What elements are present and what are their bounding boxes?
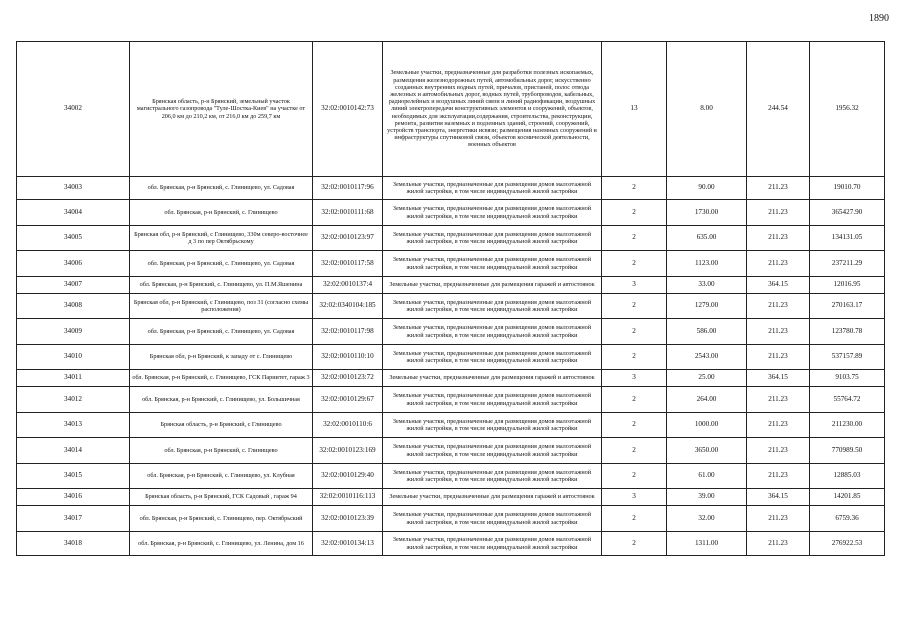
table-row	[17, 42, 885, 177]
area-cell: 2543.00	[667, 345, 747, 370]
record-number-cell: 34012	[17, 387, 130, 413]
permitted-use-cell: Земельные участки, предназначенные для размещения домов малоэтажной жилой застройки, в том числе индивидуальной жилой застройки	[383, 387, 602, 413]
use-group-cell: 13	[602, 42, 667, 177]
use-group-cell: 2	[602, 345, 667, 370]
cadastral-value-cell: 537157.89	[810, 345, 885, 370]
address-cell: Брянская область, р-н Брянский, земельный участок магистрального газопровода "Туле-Шостка-Киев" на участке от 206,0 км до 210,2 км, от 216,0 км до 259,7 км	[130, 42, 313, 177]
record-number-cell: 34007	[17, 277, 130, 294]
record-number-cell: 34017	[17, 506, 130, 532]
cadastral-value-cell: 365427.90	[810, 200, 885, 226]
permitted-use-cell: Земельные участки, предназначенные для разработки полезных ископаемых, размещения железнодорожных путей, автомобильных дорог, искусственно созданных внутренних водных путей, причалов, пристаней, полос отвода железных и автомобильных дорог, водных путей, трубопроводов, кабельных, радиорелейных и воздушных линий связи и линий радиофикации, воздушных линий электропередачи конструктивных элементов и сооружений, объектов, необходимых для эксплуатации,содержания, строительства, реконструкции, ремонта, развития наземных и подземных зданий, строений, сооружений, устройств транспорта, энергетики исвязи; размещения наземных сооружений и инфраструктуры спутниковой связи, объектов космической деятельности, военных объектов	[383, 42, 602, 177]
address-cell: обл. Брянская, р-н Брянский, с. Глинищево, ул. Клубная	[130, 464, 313, 489]
land-plot-register-table	[16, 41, 885, 556]
use-group-cell: 2	[602, 506, 667, 532]
cadastral-value-cell: 237211.29	[810, 251, 885, 277]
permitted-use-cell: Земельные участки, предназначенные для размещения домов малоэтажной жилой застройки, в том числе индивидуальной жилой застройки	[383, 200, 602, 226]
area-cell: 1279.00	[667, 294, 747, 319]
table-row	[17, 413, 885, 438]
use-group-cell: 3	[602, 489, 667, 506]
specific-value-cell: 211.23	[747, 226, 810, 251]
use-group-cell: 2	[602, 294, 667, 319]
cadastral-number-cell: 32:02:0340104:185	[313, 294, 383, 319]
cadastral-value-cell: 12885.03	[810, 464, 885, 489]
area-cell: 32.00	[667, 506, 747, 532]
cadastral-number-cell: 32:02:0010129:40	[313, 464, 383, 489]
use-group-cell: 2	[602, 251, 667, 277]
use-group-cell: 2	[602, 200, 667, 226]
table-body	[17, 42, 885, 556]
use-group-cell: 2	[602, 177, 667, 200]
cadastral-number-cell: 32:02:0010117:96	[313, 177, 383, 200]
cadastral-value-cell: 270163.17	[810, 294, 885, 319]
area-cell: 1000.00	[667, 413, 747, 438]
address-cell: обл. Брянская, р-н Брянский, с. Глинищево	[130, 438, 313, 464]
record-number-cell: 34008	[17, 294, 130, 319]
cadastral-value-cell: 134131.05	[810, 226, 885, 251]
cadastral-value-cell: 14201.85	[810, 489, 885, 506]
area-cell: 33.00	[667, 277, 747, 294]
specific-value-cell: 364.15	[747, 277, 810, 294]
specific-value-cell: 211.23	[747, 177, 810, 200]
address-cell: обл. Брянская, р-н Брянский, с. Глинищево, ГСК Париитет, гараж 3	[130, 370, 313, 387]
cadastral-number-cell: 32:02:0010123:39	[313, 506, 383, 532]
specific-value-cell: 211.23	[747, 294, 810, 319]
area-cell: 1311.00	[667, 532, 747, 556]
cadastral-value-cell: 6759.36	[810, 506, 885, 532]
use-group-cell: 2	[602, 387, 667, 413]
cadastral-number-cell: 32:02:0010110:10	[313, 345, 383, 370]
address-cell: Брянская область, р-н Брянский, с Глинищево	[130, 413, 313, 438]
address-cell: Брянская область, р-н Брянский, ГСК Садовый , гараж 94	[130, 489, 313, 506]
permitted-use-cell: Земельные участки, предназначенные для размещения домов малоэтажной жилой застройки, в том числе индивидуальной жилой застройки	[383, 226, 602, 251]
record-number-cell: 34014	[17, 438, 130, 464]
specific-value-cell: 211.23	[747, 387, 810, 413]
address-cell: обл. Брянская, р-н Брянский, с. Глинищево, ул. Садовая	[130, 251, 313, 277]
specific-value-cell: 211.23	[747, 251, 810, 277]
table-row	[17, 532, 885, 556]
record-number-cell: 34010	[17, 345, 130, 370]
use-group-cell: 3	[602, 277, 667, 294]
record-number-cell: 34016	[17, 489, 130, 506]
cadastral-value-cell: 276922.53	[810, 532, 885, 556]
use-group-cell: 2	[602, 413, 667, 438]
permitted-use-cell: Земельные участки, предназначенные для размещения домов малоэтажной жилой застройки, в том числе индивидуальной жилой застройки	[383, 251, 602, 277]
table-row	[17, 319, 885, 345]
area-cell: 61.00	[667, 464, 747, 489]
permitted-use-cell: Земельные участки, предназначенные для размещения домов малоэтажной жилой застройки, в том числе индивидуальной жилой застройки	[383, 413, 602, 438]
specific-value-cell: 211.23	[747, 506, 810, 532]
permitted-use-cell: Земельные участки, предназначенные для размещения домов малоэтажной жилой застройки, в том числе индивидуальной жилой застройки	[383, 319, 602, 345]
cadastral-number-cell: 32:02:0010117:58	[313, 251, 383, 277]
table-row	[17, 251, 885, 277]
permitted-use-cell: Земельные участки, предназначенные для размещения гаражей и автостоянок	[383, 277, 602, 294]
cadastral-number-cell: 32:02:0010123:97	[313, 226, 383, 251]
use-group-cell: 3	[602, 370, 667, 387]
use-group-cell: 2	[602, 532, 667, 556]
record-number-cell: 34006	[17, 251, 130, 277]
cadastral-number-cell: 32:02:0010116:113	[313, 489, 383, 506]
area-cell: 90.00	[667, 177, 747, 200]
cadastral-number-cell: 32:02:0010123:72	[313, 370, 383, 387]
permitted-use-cell: Земельные участки, предназначенные для размещения домов малоэтажной жилой застройки, в том числе индивидуальной жилой застройки	[383, 506, 602, 532]
area-cell: 1123.00	[667, 251, 747, 277]
address-cell: Брянская обл, р-н Брянский, с Глинищево, 330м северо-восточнее д 3 по пер Октябрьскому	[130, 226, 313, 251]
record-number-cell: 34009	[17, 319, 130, 345]
cadastral-value-cell: 1956.32	[810, 42, 885, 177]
area-cell: 635.00	[667, 226, 747, 251]
cadastral-value-cell: 12016.95	[810, 277, 885, 294]
specific-value-cell: 211.23	[747, 200, 810, 226]
cadastral-value-cell: 211230.00	[810, 413, 885, 438]
address-cell: обл. Брянская, р-н Брянский, с. Глинищево, пер. Октябрьский	[130, 506, 313, 532]
cadastral-number-cell: 32:02:0010123:169	[313, 438, 383, 464]
cadastral-number-cell: 32:02:0010111:68	[313, 200, 383, 226]
cadastral-value-cell: 770989.50	[810, 438, 885, 464]
area-cell: 39.00	[667, 489, 747, 506]
table-row	[17, 226, 885, 251]
specific-value-cell: 211.23	[747, 464, 810, 489]
table-row	[17, 370, 885, 387]
record-number-cell: 34003	[17, 177, 130, 200]
permitted-use-cell: Земельные участки, предназначенные для размещения домов малоэтажной жилой застройки, в том числе индивидуальной жилой застройки	[383, 345, 602, 370]
area-cell: 8.00	[667, 42, 747, 177]
table-row	[17, 345, 885, 370]
record-number-cell: 34004	[17, 200, 130, 226]
record-number-cell: 34002	[17, 42, 130, 177]
address-cell: обл. Брянская, р-н Брянский, с. Глинищево, ул. Садовая	[130, 319, 313, 345]
table-row	[17, 438, 885, 464]
table-row	[17, 464, 885, 489]
cadastral-number-cell: 32:02:0010110:6	[313, 413, 383, 438]
specific-value-cell: 211.23	[747, 532, 810, 556]
specific-value-cell: 211.23	[747, 345, 810, 370]
specific-value-cell: 364.15	[747, 489, 810, 506]
address-cell: обл. Брянская, р-н Брянский, с. Глинищево, ул. Садовая	[130, 177, 313, 200]
area-cell: 3650.00	[667, 438, 747, 464]
table-row	[17, 294, 885, 319]
use-group-cell: 2	[602, 319, 667, 345]
address-cell: обл. Брянская, р-н Брянский, с. Глинищево, ул. П.М.Яшенина	[130, 277, 313, 294]
area-cell: 1730.00	[667, 200, 747, 226]
permitted-use-cell: Земельные участки, предназначенные для размещения домов малоэтажной жилой застройки, в том числе индивидуальной жилой застройки	[383, 438, 602, 464]
record-number-cell: 34018	[17, 532, 130, 556]
address-cell: обл. Брянская, р-н Брянский, с. Глинищево, ул. Большичная	[130, 387, 313, 413]
record-number-cell: 34013	[17, 413, 130, 438]
use-group-cell: 2	[602, 464, 667, 489]
specific-value-cell: 211.23	[747, 319, 810, 345]
cadastral-number-cell: 32:02:0010117:98	[313, 319, 383, 345]
permitted-use-cell: Земельные участки, предназначенные для размещения гаражей и автостоянок	[383, 370, 602, 387]
record-number-cell: 34015	[17, 464, 130, 489]
table-row	[17, 277, 885, 294]
cadastral-number-cell: 32:02:0010134:13	[313, 532, 383, 556]
permitted-use-cell: Земельные участки, предназначенные для размещения домов малоэтажной жилой застройки, в том числе индивидуальной жилой застройки	[383, 464, 602, 489]
address-cell: Брянская обл, р-н Брянский, к западу от с. Глинищево	[130, 345, 313, 370]
specific-value-cell: 211.23	[747, 413, 810, 438]
page-number: 1890	[869, 13, 889, 24]
address-cell: обл. Брянская, р-н Брянский, с. Глинищево	[130, 200, 313, 226]
cadastral-value-cell: 123780.78	[810, 319, 885, 345]
area-cell: 586.00	[667, 319, 747, 345]
permitted-use-cell: Земельные участки, предназначенные для размещения домов малоэтажной жилой застройки, в том числе индивидуальной жилой застройки	[383, 532, 602, 556]
cadastral-number-cell: 32:02:0010129:67	[313, 387, 383, 413]
record-number-cell: 34011	[17, 370, 130, 387]
table-row	[17, 506, 885, 532]
area-cell: 264.00	[667, 387, 747, 413]
use-group-cell: 2	[602, 226, 667, 251]
permitted-use-cell: Земельные участки, предназначенные для размещения гаражей и автостоянок	[383, 489, 602, 506]
area-cell: 25.00	[667, 370, 747, 387]
table-row	[17, 200, 885, 226]
specific-value-cell: 244.54	[747, 42, 810, 177]
table-row	[17, 387, 885, 413]
table-row	[17, 489, 885, 506]
record-number-cell: 34005	[17, 226, 130, 251]
permitted-use-cell: Земельные участки, предназначенные для размещения домов малоэтажной жилой застройки, в том числе индивидуальной жилой застройки	[383, 294, 602, 319]
table-row	[17, 177, 885, 200]
permitted-use-cell: Земельные участки, предназначенные для размещения домов малоэтажной жилой застройки, в том числе индивидуальной жилой застройки	[383, 177, 602, 200]
specific-value-cell: 364.15	[747, 370, 810, 387]
cadastral-value-cell: 9103.75	[810, 370, 885, 387]
specific-value-cell: 211.23	[747, 438, 810, 464]
cadastral-number-cell: 32:02:0010137:4	[313, 277, 383, 294]
address-cell: Брянская обл, р-н Брянский, с Глинищево, поз 31 (согласно схемы расположения)	[130, 294, 313, 319]
cadastral-number-cell: 32:02:0010142:73	[313, 42, 383, 177]
address-cell: обл. Брянская, р-н Брянский, с. Глинищево, ул. Ленина, дом 16	[130, 532, 313, 556]
cadastral-value-cell: 55764.72	[810, 387, 885, 413]
cadastral-value-cell: 19010.70	[810, 177, 885, 200]
use-group-cell: 2	[602, 438, 667, 464]
